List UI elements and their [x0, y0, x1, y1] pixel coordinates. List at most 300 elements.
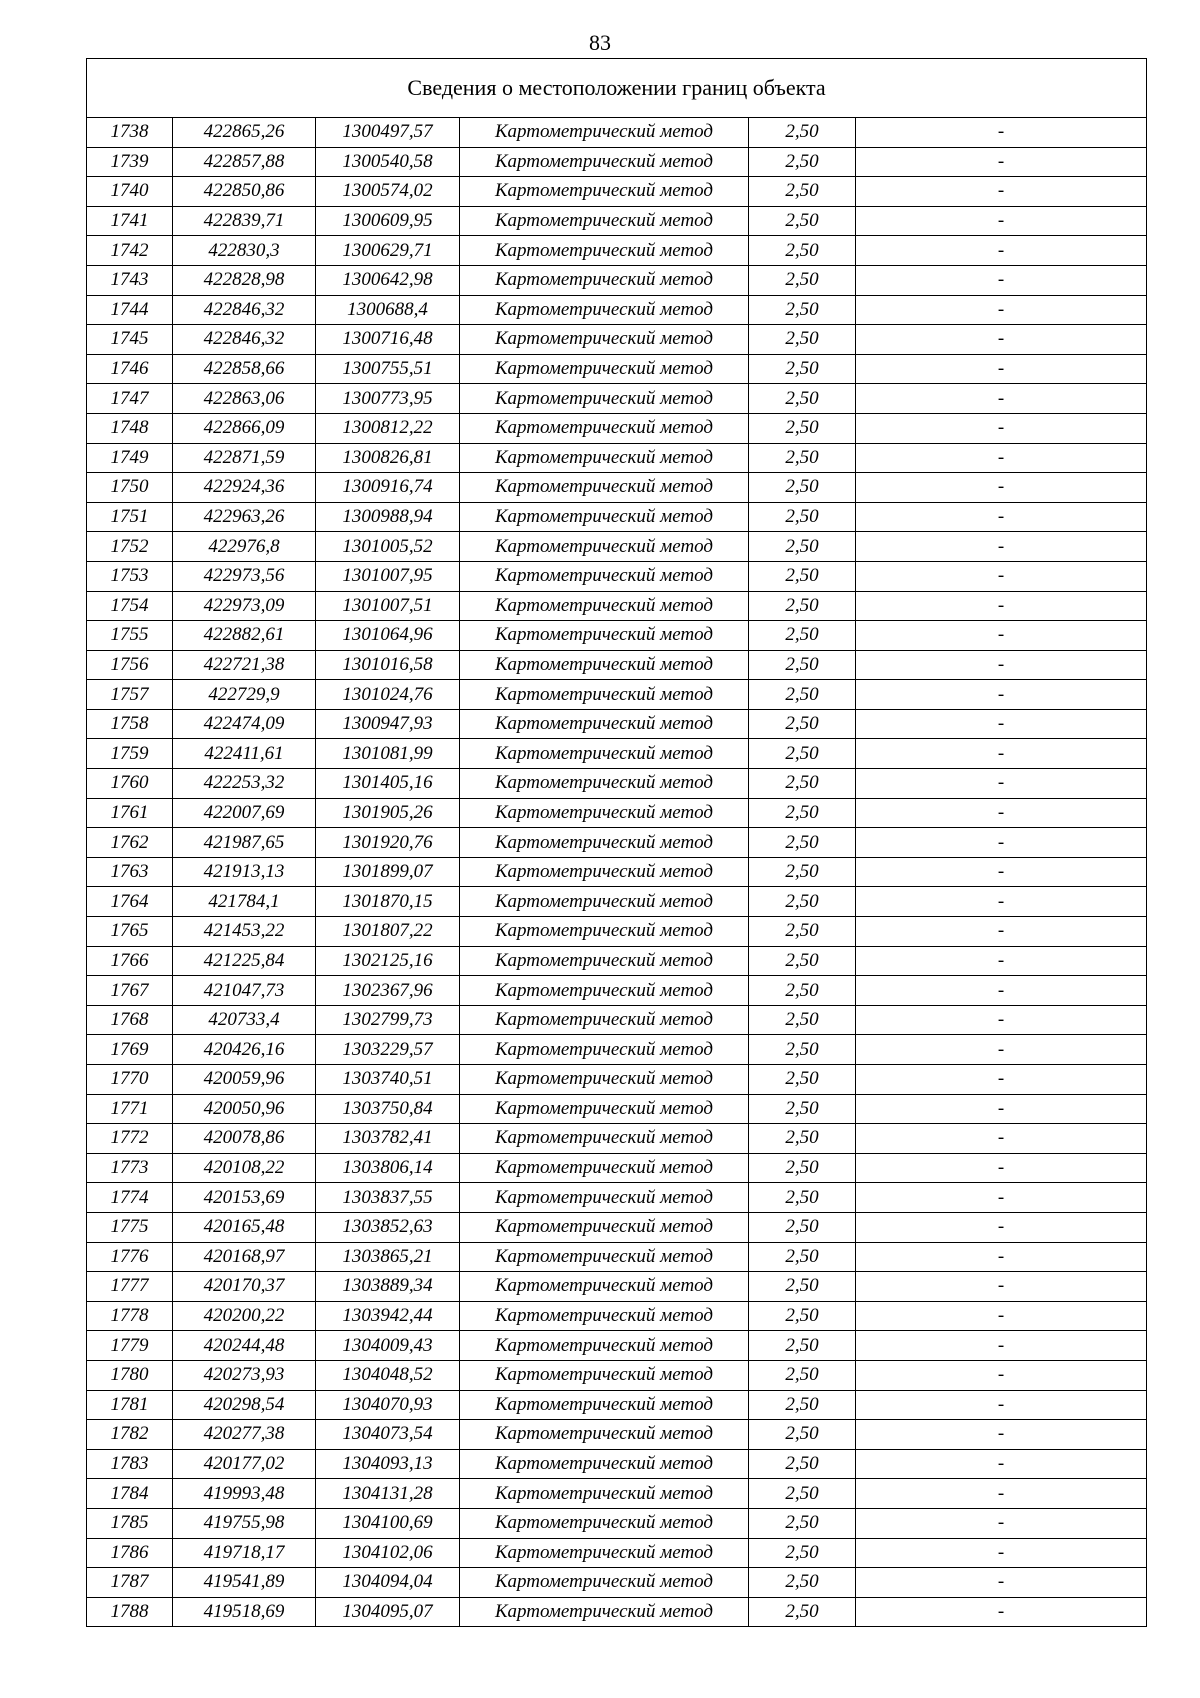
method-cell: Картометрический метод [460, 1568, 749, 1598]
accuracy-cell: 2,50 [749, 236, 856, 266]
method-cell: Картометрический метод [460, 769, 749, 799]
point-number-cell: 1754 [87, 591, 173, 621]
accuracy-cell: 2,50 [749, 769, 856, 799]
y-coordinate-cell: 1301870,15 [316, 887, 460, 917]
description-cell: - [856, 236, 1147, 266]
x-coordinate-cell: 422411,61 [173, 739, 316, 769]
x-coordinate-cell: 420298,54 [173, 1390, 316, 1420]
table-row [87, 1420, 1147, 1450]
accuracy-cell: 2,50 [749, 976, 856, 1006]
table-row [87, 1360, 1147, 1390]
x-coordinate-cell: 420426,16 [173, 1035, 316, 1065]
x-coordinate-cell: 422850,86 [173, 177, 316, 207]
description-cell: - [856, 325, 1147, 355]
table-row [87, 1065, 1147, 1095]
description-cell: - [856, 1242, 1147, 1272]
point-number-cell: 1750 [87, 473, 173, 503]
point-number-cell: 1770 [87, 1065, 173, 1095]
description-cell: - [856, 1065, 1147, 1095]
method-cell: Картометрический метод [460, 147, 749, 177]
method-cell: Картометрический метод [460, 1538, 749, 1568]
method-cell: Картометрический метод [460, 561, 749, 591]
y-coordinate-cell: 1300688,4 [316, 295, 460, 325]
y-coordinate-cell: 1303852,63 [316, 1212, 460, 1242]
accuracy-cell: 2,50 [749, 1272, 856, 1302]
y-coordinate-cell: 1303889,34 [316, 1272, 460, 1302]
y-coordinate-cell: 1301024,76 [316, 680, 460, 710]
description-cell: - [856, 1005, 1147, 1035]
x-coordinate-cell: 421453,22 [173, 917, 316, 947]
table-row [87, 1272, 1147, 1302]
point-number-cell: 1746 [87, 354, 173, 384]
accuracy-cell: 2,50 [749, 532, 856, 562]
description-cell: - [856, 265, 1147, 295]
method-cell: Картометрический метод [460, 1242, 749, 1272]
description-cell: - [856, 1360, 1147, 1390]
point-number-cell: 1775 [87, 1212, 173, 1242]
method-cell: Картометрический метод [460, 1597, 749, 1627]
accuracy-cell: 2,50 [749, 946, 856, 976]
description-cell: - [856, 1420, 1147, 1450]
point-number-cell: 1780 [87, 1360, 173, 1390]
x-coordinate-cell: 420733,4 [173, 1005, 316, 1035]
table-row [87, 473, 1147, 503]
table-row [87, 650, 1147, 680]
x-coordinate-cell: 422973,56 [173, 561, 316, 591]
accuracy-cell: 2,50 [749, 1124, 856, 1154]
y-coordinate-cell: 1304093,13 [316, 1449, 460, 1479]
accuracy-cell: 2,50 [749, 1508, 856, 1538]
x-coordinate-cell: 420170,37 [173, 1272, 316, 1302]
x-coordinate-cell: 420108,22 [173, 1153, 316, 1183]
table-row [87, 147, 1147, 177]
x-coordinate-cell: 422846,32 [173, 325, 316, 355]
accuracy-cell: 2,50 [749, 502, 856, 532]
y-coordinate-cell: 1300540,58 [316, 147, 460, 177]
x-coordinate-cell: 422882,61 [173, 621, 316, 651]
method-cell: Картометрический метод [460, 413, 749, 443]
x-coordinate-cell: 422973,09 [173, 591, 316, 621]
accuracy-cell: 2,50 [749, 1005, 856, 1035]
x-coordinate-cell: 422858,66 [173, 354, 316, 384]
point-number-cell: 1745 [87, 325, 173, 355]
table-row [87, 1479, 1147, 1509]
x-coordinate-cell: 422830,3 [173, 236, 316, 266]
description-cell: - [856, 976, 1147, 1006]
method-cell: Картометрический метод [460, 1212, 749, 1242]
description-cell: - [856, 1212, 1147, 1242]
description-cell: - [856, 473, 1147, 503]
x-coordinate-cell: 421913,13 [173, 857, 316, 887]
method-cell: Картометрический метод [460, 473, 749, 503]
table-row [87, 621, 1147, 651]
accuracy-cell: 2,50 [749, 118, 856, 148]
point-number-cell: 1767 [87, 976, 173, 1006]
accuracy-cell: 2,50 [749, 591, 856, 621]
method-cell: Картометрический метод [460, 236, 749, 266]
method-cell: Картометрический метод [460, 1183, 749, 1213]
method-cell: Картометрический метод [460, 1035, 749, 1065]
x-coordinate-cell: 420177,02 [173, 1449, 316, 1479]
description-cell: - [856, 650, 1147, 680]
description-cell: - [856, 709, 1147, 739]
y-coordinate-cell: 1301899,07 [316, 857, 460, 887]
table-row [87, 1035, 1147, 1065]
method-cell: Картометрический метод [460, 1360, 749, 1390]
point-number-cell: 1763 [87, 857, 173, 887]
point-number-cell: 1781 [87, 1390, 173, 1420]
table-row [87, 443, 1147, 473]
description-cell: - [856, 147, 1147, 177]
y-coordinate-cell: 1304070,93 [316, 1390, 460, 1420]
y-coordinate-cell: 1303782,41 [316, 1124, 460, 1154]
x-coordinate-cell: 422253,32 [173, 769, 316, 799]
description-cell: - [856, 798, 1147, 828]
y-coordinate-cell: 1301081,99 [316, 739, 460, 769]
x-coordinate-cell: 422976,8 [173, 532, 316, 562]
description-cell: - [856, 887, 1147, 917]
accuracy-cell: 2,50 [749, 1301, 856, 1331]
point-number-cell: 1748 [87, 413, 173, 443]
method-cell: Картометрический метод [460, 591, 749, 621]
x-coordinate-cell: 422839,71 [173, 206, 316, 236]
x-coordinate-cell: 420165,48 [173, 1212, 316, 1242]
x-coordinate-cell: 422871,59 [173, 443, 316, 473]
table-row [87, 976, 1147, 1006]
y-coordinate-cell: 1304009,43 [316, 1331, 460, 1361]
point-number-cell: 1759 [87, 739, 173, 769]
point-number-cell: 1774 [87, 1183, 173, 1213]
point-number-cell: 1742 [87, 236, 173, 266]
y-coordinate-cell: 1300755,51 [316, 354, 460, 384]
description-cell: - [856, 354, 1147, 384]
table-row [87, 887, 1147, 917]
x-coordinate-cell: 421987,65 [173, 828, 316, 858]
point-number-cell: 1739 [87, 147, 173, 177]
point-number-cell: 1777 [87, 1272, 173, 1302]
y-coordinate-cell: 1301016,58 [316, 650, 460, 680]
description-cell: - [856, 384, 1147, 414]
table-row [87, 1568, 1147, 1598]
table-row [87, 739, 1147, 769]
table-row [87, 1212, 1147, 1242]
accuracy-cell: 2,50 [749, 1183, 856, 1213]
x-coordinate-cell: 421047,73 [173, 976, 316, 1006]
point-number-cell: 1747 [87, 384, 173, 414]
x-coordinate-cell: 421225,84 [173, 946, 316, 976]
point-number-cell: 1773 [87, 1153, 173, 1183]
point-number-cell: 1755 [87, 621, 173, 651]
y-coordinate-cell: 1304094,04 [316, 1568, 460, 1598]
method-cell: Картометрический метод [460, 325, 749, 355]
method-cell: Картометрический метод [460, 1065, 749, 1095]
method-cell: Картометрический метод [460, 1153, 749, 1183]
x-coordinate-cell: 422828,98 [173, 265, 316, 295]
description-cell: - [856, 1597, 1147, 1627]
accuracy-cell: 2,50 [749, 828, 856, 858]
table-row [87, 265, 1147, 295]
method-cell: Картометрический метод [460, 443, 749, 473]
table-row [87, 561, 1147, 591]
accuracy-cell: 2,50 [749, 1035, 856, 1065]
method-cell: Картометрический метод [460, 1508, 749, 1538]
description-cell: - [856, 1390, 1147, 1420]
x-coordinate-cell: 422857,88 [173, 147, 316, 177]
x-coordinate-cell: 419718,17 [173, 1538, 316, 1568]
accuracy-cell: 2,50 [749, 1212, 856, 1242]
point-number-cell: 1761 [87, 798, 173, 828]
y-coordinate-cell: 1303750,84 [316, 1094, 460, 1124]
y-coordinate-cell: 1304073,54 [316, 1420, 460, 1450]
accuracy-cell: 2,50 [749, 680, 856, 710]
description-cell: - [856, 769, 1147, 799]
table-row [87, 236, 1147, 266]
accuracy-cell: 2,50 [749, 739, 856, 769]
accuracy-cell: 2,50 [749, 177, 856, 207]
accuracy-cell: 2,50 [749, 1065, 856, 1095]
y-coordinate-cell: 1300629,71 [316, 236, 460, 266]
point-number-cell: 1756 [87, 650, 173, 680]
x-coordinate-cell: 420153,69 [173, 1183, 316, 1213]
x-coordinate-cell: 420273,93 [173, 1360, 316, 1390]
method-cell: Картометрический метод [460, 1390, 749, 1420]
table-row [87, 502, 1147, 532]
method-cell: Картометрический метод [460, 1005, 749, 1035]
description-cell: - [856, 1538, 1147, 1568]
point-number-cell: 1779 [87, 1331, 173, 1361]
boundary-coordinates-table [86, 58, 1147, 1627]
description-cell: - [856, 177, 1147, 207]
x-coordinate-cell: 422865,26 [173, 118, 316, 148]
table-row [87, 1153, 1147, 1183]
accuracy-cell: 2,50 [749, 857, 856, 887]
description-cell: - [856, 1124, 1147, 1154]
accuracy-cell: 2,50 [749, 384, 856, 414]
table-row [87, 354, 1147, 384]
accuracy-cell: 2,50 [749, 1597, 856, 1627]
method-cell: Картометрический метод [460, 295, 749, 325]
accuracy-cell: 2,50 [749, 1420, 856, 1450]
point-number-cell: 1753 [87, 561, 173, 591]
x-coordinate-cell: 422846,32 [173, 295, 316, 325]
x-coordinate-cell: 419755,98 [173, 1508, 316, 1538]
description-cell: - [856, 1568, 1147, 1598]
y-coordinate-cell: 1301064,96 [316, 621, 460, 651]
x-coordinate-cell: 422963,26 [173, 502, 316, 532]
description-cell: - [856, 443, 1147, 473]
method-cell: Картометрический метод [460, 828, 749, 858]
method-cell: Картометрический метод [460, 384, 749, 414]
description-cell: - [856, 532, 1147, 562]
table-row [87, 857, 1147, 887]
y-coordinate-cell: 1300947,93 [316, 709, 460, 739]
description-cell: - [856, 1153, 1147, 1183]
y-coordinate-cell: 1301405,16 [316, 769, 460, 799]
method-cell: Картометрический метод [460, 1301, 749, 1331]
point-number-cell: 1768 [87, 1005, 173, 1035]
accuracy-cell: 2,50 [749, 1390, 856, 1420]
accuracy-cell: 2,50 [749, 887, 856, 917]
y-coordinate-cell: 1300642,98 [316, 265, 460, 295]
x-coordinate-cell: 422007,69 [173, 798, 316, 828]
point-number-cell: 1744 [87, 295, 173, 325]
description-cell: - [856, 502, 1147, 532]
method-cell: Картометрический метод [460, 1272, 749, 1302]
description-cell: - [856, 206, 1147, 236]
point-number-cell: 1776 [87, 1242, 173, 1272]
point-number-cell: 1749 [87, 443, 173, 473]
method-cell: Картометрический метод [460, 887, 749, 917]
table-row [87, 1301, 1147, 1331]
point-number-cell: 1752 [87, 532, 173, 562]
accuracy-cell: 2,50 [749, 265, 856, 295]
accuracy-cell: 2,50 [749, 621, 856, 651]
x-coordinate-cell: 419518,69 [173, 1597, 316, 1627]
y-coordinate-cell: 1303942,44 [316, 1301, 460, 1331]
method-cell: Картометрический метод [460, 1449, 749, 1479]
description-cell: - [856, 1301, 1147, 1331]
y-coordinate-cell: 1301007,51 [316, 591, 460, 621]
table-row [87, 828, 1147, 858]
accuracy-cell: 2,50 [749, 1568, 856, 1598]
description-cell: - [856, 118, 1147, 148]
y-coordinate-cell: 1301807,22 [316, 917, 460, 947]
y-coordinate-cell: 1304100,69 [316, 1508, 460, 1538]
table-row [87, 413, 1147, 443]
x-coordinate-cell: 422924,36 [173, 473, 316, 503]
table-row [87, 798, 1147, 828]
method-cell: Картометрический метод [460, 917, 749, 947]
accuracy-cell: 2,50 [749, 1331, 856, 1361]
description-cell: - [856, 295, 1147, 325]
accuracy-cell: 2,50 [749, 206, 856, 236]
table-row [87, 1390, 1147, 1420]
description-cell: - [856, 680, 1147, 710]
y-coordinate-cell: 1300716,48 [316, 325, 460, 355]
point-number-cell: 1771 [87, 1094, 173, 1124]
method-cell: Картометрический метод [460, 265, 749, 295]
accuracy-cell: 2,50 [749, 295, 856, 325]
description-cell: - [856, 1094, 1147, 1124]
method-cell: Картометрический метод [460, 709, 749, 739]
accuracy-cell: 2,50 [749, 709, 856, 739]
y-coordinate-cell: 1301005,52 [316, 532, 460, 562]
description-cell: - [856, 828, 1147, 858]
x-coordinate-cell: 422474,09 [173, 709, 316, 739]
point-number-cell: 1769 [87, 1035, 173, 1065]
table-row [87, 917, 1147, 947]
method-cell: Картометрический метод [460, 739, 749, 769]
point-number-cell: 1740 [87, 177, 173, 207]
y-coordinate-cell: 1300773,95 [316, 384, 460, 414]
point-number-cell: 1782 [87, 1420, 173, 1450]
table-row [87, 709, 1147, 739]
x-coordinate-cell: 419541,89 [173, 1568, 316, 1598]
y-coordinate-cell: 1301905,26 [316, 798, 460, 828]
description-cell: - [856, 739, 1147, 769]
table-row [87, 1242, 1147, 1272]
point-number-cell: 1772 [87, 1124, 173, 1154]
y-coordinate-cell: 1300916,74 [316, 473, 460, 503]
method-cell: Картометрический метод [460, 650, 749, 680]
method-cell: Картометрический метод [460, 502, 749, 532]
table-row [87, 680, 1147, 710]
x-coordinate-cell: 420059,96 [173, 1065, 316, 1095]
accuracy-cell: 2,50 [749, 443, 856, 473]
point-number-cell: 1786 [87, 1538, 173, 1568]
method-cell: Картометрический метод [460, 621, 749, 651]
table-title-row [87, 59, 1147, 118]
x-coordinate-cell: 422729,9 [173, 680, 316, 710]
table-row [87, 1449, 1147, 1479]
point-number-cell: 1760 [87, 769, 173, 799]
accuracy-cell: 2,50 [749, 325, 856, 355]
point-number-cell: 1784 [87, 1479, 173, 1509]
y-coordinate-cell: 1301007,95 [316, 561, 460, 591]
y-coordinate-cell: 1304048,52 [316, 1360, 460, 1390]
table-row [87, 1124, 1147, 1154]
y-coordinate-cell: 1300497,57 [316, 118, 460, 148]
accuracy-cell: 2,50 [749, 1094, 856, 1124]
point-number-cell: 1778 [87, 1301, 173, 1331]
y-coordinate-cell: 1304095,07 [316, 1597, 460, 1627]
method-cell: Картометрический метод [460, 680, 749, 710]
method-cell: Картометрический метод [460, 532, 749, 562]
y-coordinate-cell: 1303837,55 [316, 1183, 460, 1213]
table-row [87, 384, 1147, 414]
description-cell: - [856, 621, 1147, 651]
description-cell: - [856, 1331, 1147, 1361]
point-number-cell: 1785 [87, 1508, 173, 1538]
page-number: 83 [589, 30, 611, 55]
accuracy-cell: 2,50 [749, 147, 856, 177]
accuracy-cell: 2,50 [749, 1242, 856, 1272]
method-cell: Картометрический метод [460, 1094, 749, 1124]
point-number-cell: 1766 [87, 946, 173, 976]
x-coordinate-cell: 422721,38 [173, 650, 316, 680]
table-row [87, 1183, 1147, 1213]
accuracy-cell: 2,50 [749, 798, 856, 828]
table-row [87, 591, 1147, 621]
x-coordinate-cell: 422863,06 [173, 384, 316, 414]
method-cell: Картометрический метод [460, 1124, 749, 1154]
y-coordinate-cell: 1300609,95 [316, 206, 460, 236]
method-cell: Картометрический метод [460, 206, 749, 236]
accuracy-cell: 2,50 [749, 917, 856, 947]
table-row [87, 1094, 1147, 1124]
table-row [87, 946, 1147, 976]
description-cell: - [856, 946, 1147, 976]
table-row [87, 325, 1147, 355]
description-cell: - [856, 857, 1147, 887]
method-cell: Картометрический метод [460, 354, 749, 384]
accuracy-cell: 2,50 [749, 1538, 856, 1568]
point-number-cell: 1764 [87, 887, 173, 917]
method-cell: Картометрический метод [460, 857, 749, 887]
table-row [87, 1508, 1147, 1538]
y-coordinate-cell: 1304102,06 [316, 1538, 460, 1568]
point-number-cell: 1743 [87, 265, 173, 295]
x-coordinate-cell: 420244,48 [173, 1331, 316, 1361]
x-coordinate-cell: 422866,09 [173, 413, 316, 443]
x-coordinate-cell: 419993,48 [173, 1479, 316, 1509]
table-row [87, 1538, 1147, 1568]
description-cell: - [856, 917, 1147, 947]
description-cell: - [856, 1272, 1147, 1302]
accuracy-cell: 2,50 [749, 1360, 856, 1390]
table-row [87, 295, 1147, 325]
y-coordinate-cell: 1304131,28 [316, 1479, 460, 1509]
